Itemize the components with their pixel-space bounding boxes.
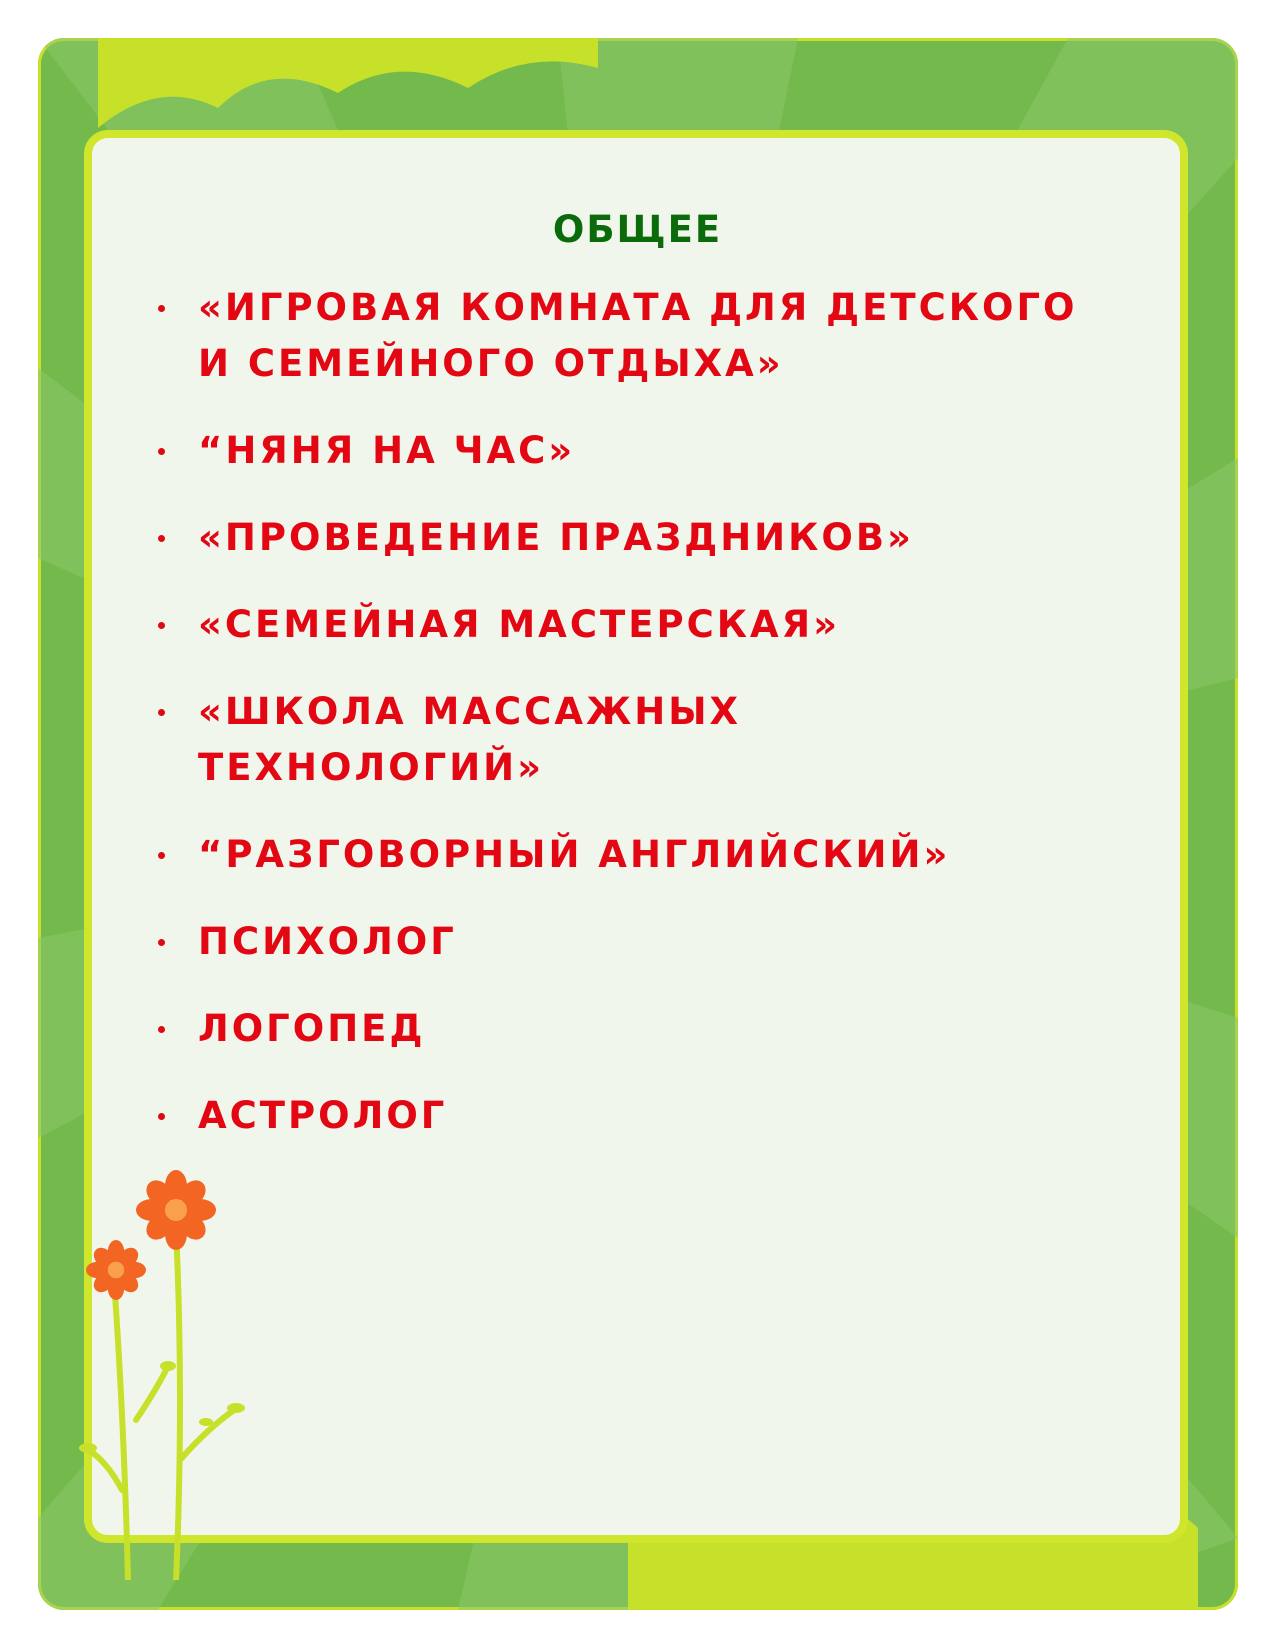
bullet-icon bbox=[158, 305, 165, 312]
list-item bbox=[158, 280, 1078, 392]
list-item bbox=[158, 1088, 1078, 1144]
list-item-text: ПСИХОЛОГ bbox=[198, 920, 457, 963]
list-item-text: «СЕМЕЙНАЯ МАСТЕРСКАЯ» bbox=[198, 603, 841, 646]
flower-icon bbox=[136, 1170, 216, 1250]
list-item-text: “НЯНЯ НА ЧАС» bbox=[198, 429, 576, 472]
list-item bbox=[158, 827, 1078, 883]
page-title: ОБЩЕЕ bbox=[552, 208, 723, 251]
list-item bbox=[158, 423, 1078, 479]
list-item bbox=[158, 597, 1078, 653]
bullet-icon bbox=[158, 1026, 165, 1033]
flowers-decoration bbox=[76, 1160, 266, 1580]
list-item bbox=[158, 510, 1078, 566]
list-item bbox=[158, 914, 1078, 970]
list-item-text: АСТРОЛОГ bbox=[198, 1094, 448, 1137]
list-item bbox=[158, 684, 1078, 796]
bullet-icon bbox=[158, 535, 165, 542]
list-item-text: «ПРОВЕДЕНИЕ ПРАЗДНИКОВ» bbox=[198, 516, 914, 559]
bullet-icon bbox=[158, 709, 165, 716]
bullet-icon bbox=[158, 939, 165, 946]
list-item-text: “РАЗГОВОРНЫЙ АНГЛИЙСКИЙ» bbox=[198, 833, 951, 876]
flower-icon bbox=[86, 1240, 146, 1300]
list-item-text: ЛОГОПЕД bbox=[198, 1007, 426, 1050]
list-item-text: «ШКОЛА МАССАЖНЫХ ТЕХНОЛОГИЙ» bbox=[198, 690, 742, 789]
service-list bbox=[158, 280, 1078, 1175]
bullet-icon bbox=[158, 1113, 165, 1120]
list-item bbox=[158, 1001, 1078, 1057]
bullet-icon bbox=[158, 852, 165, 859]
bullet-icon bbox=[158, 622, 165, 629]
list-item-text: «ИГРОВАЯ КОМНАТА ДЛЯ ДЕТСКОГО И СЕМЕЙНОГО ОТДЫХА» bbox=[198, 286, 1078, 385]
bullet-icon bbox=[158, 448, 165, 455]
